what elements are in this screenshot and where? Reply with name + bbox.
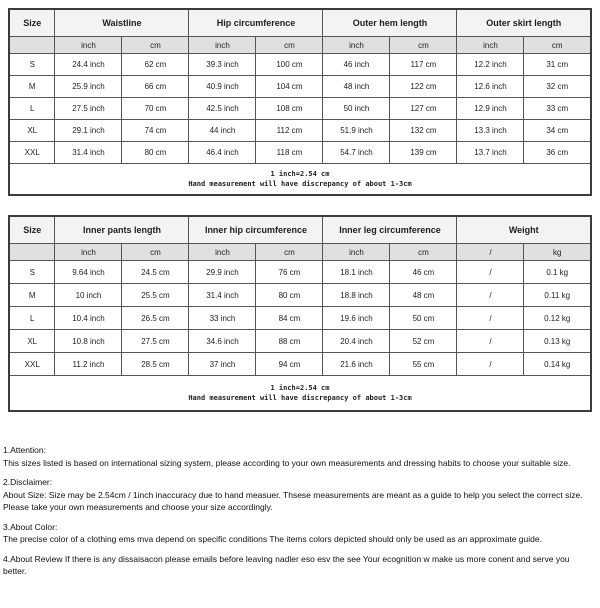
value-cell: 13.7 inch bbox=[457, 142, 524, 164]
group-header: Outer hem length bbox=[323, 9, 457, 37]
value-cell: 48 cm bbox=[390, 284, 457, 307]
unit-header: cm bbox=[390, 37, 457, 54]
value-cell: 31.4 inch bbox=[55, 142, 122, 164]
note-body: About Size: Size may be 2.54cm / 1inch inaccuracy due to hand measuer. Thsese measurements are meant as a guide to help you select the correct size. Please take your own measurements and choose your size accordingly. bbox=[3, 489, 583, 512]
value-cell: 13.3 inch bbox=[457, 120, 524, 142]
value-cell: 27.5 cm bbox=[122, 330, 189, 353]
value-cell: 42.5 inch bbox=[189, 98, 256, 120]
size-column-header: Size bbox=[9, 9, 55, 37]
table-row bbox=[9, 261, 591, 284]
table-row bbox=[9, 284, 591, 307]
value-cell: 52 cm bbox=[390, 330, 457, 353]
value-cell: / bbox=[457, 261, 524, 284]
value-cell: 31 cm bbox=[524, 54, 591, 76]
value-cell: 100 cm bbox=[256, 54, 323, 76]
value-cell: 55 cm bbox=[390, 353, 457, 376]
footnote-line: Hand measurement will have discrepancy of about 1-3cm bbox=[188, 394, 412, 402]
value-cell: 0.13 kg bbox=[524, 330, 591, 353]
value-cell: 66 cm bbox=[122, 76, 189, 98]
unit-header: cm bbox=[390, 244, 457, 261]
note-title: 1.Attention: bbox=[3, 445, 47, 455]
value-cell: 36 cm bbox=[524, 142, 591, 164]
value-cell: 26.5 cm bbox=[122, 307, 189, 330]
table-row bbox=[9, 98, 591, 120]
value-cell: 39.3 inch bbox=[189, 54, 256, 76]
value-cell: 46 cm bbox=[390, 261, 457, 284]
value-cell: 0.14 kg bbox=[524, 353, 591, 376]
note-title: 3.About Color: bbox=[3, 521, 58, 532]
unit-header: inch bbox=[55, 244, 122, 261]
value-cell: 25.5 cm bbox=[122, 284, 189, 307]
unit-header: cm bbox=[256, 244, 323, 261]
unit-header: kg bbox=[524, 244, 591, 261]
inner-pants-size-table bbox=[8, 215, 592, 412]
value-cell: 0.12 kg bbox=[524, 307, 591, 330]
value-cell: 84 cm bbox=[256, 307, 323, 330]
value-cell: 132 cm bbox=[390, 120, 457, 142]
value-cell: 37 inch bbox=[189, 353, 256, 376]
group-header: Waistline bbox=[55, 9, 189, 37]
value-cell: / bbox=[457, 353, 524, 376]
value-cell: 139 cm bbox=[390, 142, 457, 164]
table-row bbox=[9, 76, 591, 98]
table-row bbox=[9, 353, 591, 376]
table-row bbox=[9, 307, 591, 330]
table-row bbox=[9, 120, 591, 142]
value-cell: 24.4 inch bbox=[55, 54, 122, 76]
size-cell: M bbox=[9, 76, 55, 98]
size-cell: L bbox=[9, 98, 55, 120]
size-cell: S bbox=[9, 54, 55, 76]
size-cell: XL bbox=[9, 120, 55, 142]
size-cell: XXL bbox=[9, 142, 55, 164]
value-cell: 34 cm bbox=[524, 120, 591, 142]
unit-header: cm bbox=[524, 37, 591, 54]
value-cell: 50 cm bbox=[390, 307, 457, 330]
table-row bbox=[9, 142, 591, 164]
value-cell: 80 cm bbox=[122, 142, 189, 164]
value-cell: 34.6 inch bbox=[189, 330, 256, 353]
size-cell: L bbox=[9, 307, 55, 330]
value-cell: 25.9 inch bbox=[55, 76, 122, 98]
size-unit-spacer bbox=[9, 244, 55, 261]
note-body: The precise color of a clothing ems mva depend on specific conditions The items colors depicted should only be used as an approximate guide. bbox=[3, 534, 542, 544]
value-cell: 48 inch bbox=[323, 76, 390, 98]
unit-header: inch bbox=[323, 37, 390, 54]
group-header: Hip circumference bbox=[189, 9, 323, 37]
size-unit-spacer bbox=[9, 37, 55, 54]
value-cell: 20.4 inch bbox=[323, 330, 390, 353]
conversion-footnote bbox=[9, 164, 591, 196]
footnote-line: Hand measurement will have discrepancy of about 1-3cm bbox=[188, 180, 412, 188]
value-cell: / bbox=[457, 307, 524, 330]
value-cell: 32 cm bbox=[524, 76, 591, 98]
value-cell: 62 cm bbox=[122, 54, 189, 76]
unit-header: cm bbox=[256, 37, 323, 54]
group-header: Inner pants length bbox=[55, 216, 189, 244]
value-cell: 18.1 inch bbox=[323, 261, 390, 284]
note-item bbox=[3, 444, 592, 469]
notes-section bbox=[3, 444, 592, 578]
value-cell: 31.4 inch bbox=[189, 284, 256, 307]
value-cell: / bbox=[457, 330, 524, 353]
unit-header: cm bbox=[122, 244, 189, 261]
value-cell: 112 cm bbox=[256, 120, 323, 142]
size-column-header: Size bbox=[9, 216, 55, 244]
value-cell: 12.9 inch bbox=[457, 98, 524, 120]
value-cell: 19.6 inch bbox=[323, 307, 390, 330]
value-cell: 117 cm bbox=[390, 54, 457, 76]
value-cell: 18.8 inch bbox=[323, 284, 390, 307]
unit-header: inch bbox=[189, 37, 256, 54]
value-cell: 0.11 kg bbox=[524, 284, 591, 307]
note-item bbox=[3, 476, 592, 514]
value-cell: 74 cm bbox=[122, 120, 189, 142]
unit-header: inch bbox=[55, 37, 122, 54]
unit-header: inch bbox=[323, 244, 390, 261]
value-cell: 122 cm bbox=[390, 76, 457, 98]
value-cell: 9.64 inch bbox=[55, 261, 122, 284]
outer-garment-size-table bbox=[8, 8, 592, 196]
size-cell: S bbox=[9, 261, 55, 284]
value-cell: 127 cm bbox=[390, 98, 457, 120]
size-cell: XL bbox=[9, 330, 55, 353]
value-cell: 54.7 inch bbox=[323, 142, 390, 164]
value-cell: 104 cm bbox=[256, 76, 323, 98]
note-body: This sizes listed is based on international sizing system, please according to your own measurements and dressing habits to choose your suitable size. bbox=[3, 457, 571, 468]
value-cell: 10 inch bbox=[55, 284, 122, 307]
value-cell: 46.4 inch bbox=[189, 142, 256, 164]
value-cell: 0.1 kg bbox=[524, 261, 591, 284]
value-cell: 40.9 inch bbox=[189, 76, 256, 98]
value-cell: 50 inch bbox=[323, 98, 390, 120]
table-row bbox=[9, 330, 591, 353]
value-cell: / bbox=[457, 284, 524, 307]
value-cell: 27.5 inch bbox=[55, 98, 122, 120]
value-cell: 12.6 inch bbox=[457, 76, 524, 98]
value-cell: 76 cm bbox=[256, 261, 323, 284]
footnote-line: 1 inch=2.54 cm bbox=[270, 384, 330, 392]
note-item bbox=[3, 521, 592, 546]
unit-header: / bbox=[457, 244, 524, 261]
group-header: Inner leg circumference bbox=[323, 216, 457, 244]
value-cell: 33 inch bbox=[189, 307, 256, 330]
value-cell: 29.9 inch bbox=[189, 261, 256, 284]
value-cell: 46 inch bbox=[323, 54, 390, 76]
value-cell: 21.6 inch bbox=[323, 353, 390, 376]
value-cell: 33 cm bbox=[524, 98, 591, 120]
group-header: Inner hip circumference bbox=[189, 216, 323, 244]
size-chart-page bbox=[0, 8, 600, 578]
table-row bbox=[9, 54, 591, 76]
size-cell: M bbox=[9, 284, 55, 307]
value-cell: 70 cm bbox=[122, 98, 189, 120]
group-header: Outer skirt length bbox=[457, 9, 591, 37]
value-cell: 10.8 inch bbox=[55, 330, 122, 353]
unit-header: inch bbox=[457, 37, 524, 54]
value-cell: 10.4 inch bbox=[55, 307, 122, 330]
footnote-line: 1 inch=2.54 cm bbox=[270, 170, 330, 178]
value-cell: 80 cm bbox=[256, 284, 323, 307]
note-item bbox=[3, 553, 592, 578]
note-title: 2.Disclaimer: bbox=[3, 477, 53, 487]
unit-header: cm bbox=[122, 37, 189, 54]
note-body: 4.About Review If there is any dissaisacon please emails before leaving nadler eso esv the see Your ecognition w make us more conent and serve you better. bbox=[3, 553, 570, 576]
value-cell: 29.1 inch bbox=[55, 120, 122, 142]
value-cell: 94 cm bbox=[256, 353, 323, 376]
conversion-footnote bbox=[9, 376, 591, 412]
value-cell: 11.2 inch bbox=[55, 353, 122, 376]
value-cell: 28.5 cm bbox=[122, 353, 189, 376]
value-cell: 118 cm bbox=[256, 142, 323, 164]
value-cell: 88 cm bbox=[256, 330, 323, 353]
group-header: Weight bbox=[457, 216, 591, 244]
value-cell: 108 cm bbox=[256, 98, 323, 120]
value-cell: 51.9 inch bbox=[323, 120, 390, 142]
unit-header: inch bbox=[189, 244, 256, 261]
value-cell: 12.2 inch bbox=[457, 54, 524, 76]
value-cell: 24.5 cm bbox=[122, 261, 189, 284]
value-cell: 44 inch bbox=[189, 120, 256, 142]
size-cell: XXL bbox=[9, 353, 55, 376]
